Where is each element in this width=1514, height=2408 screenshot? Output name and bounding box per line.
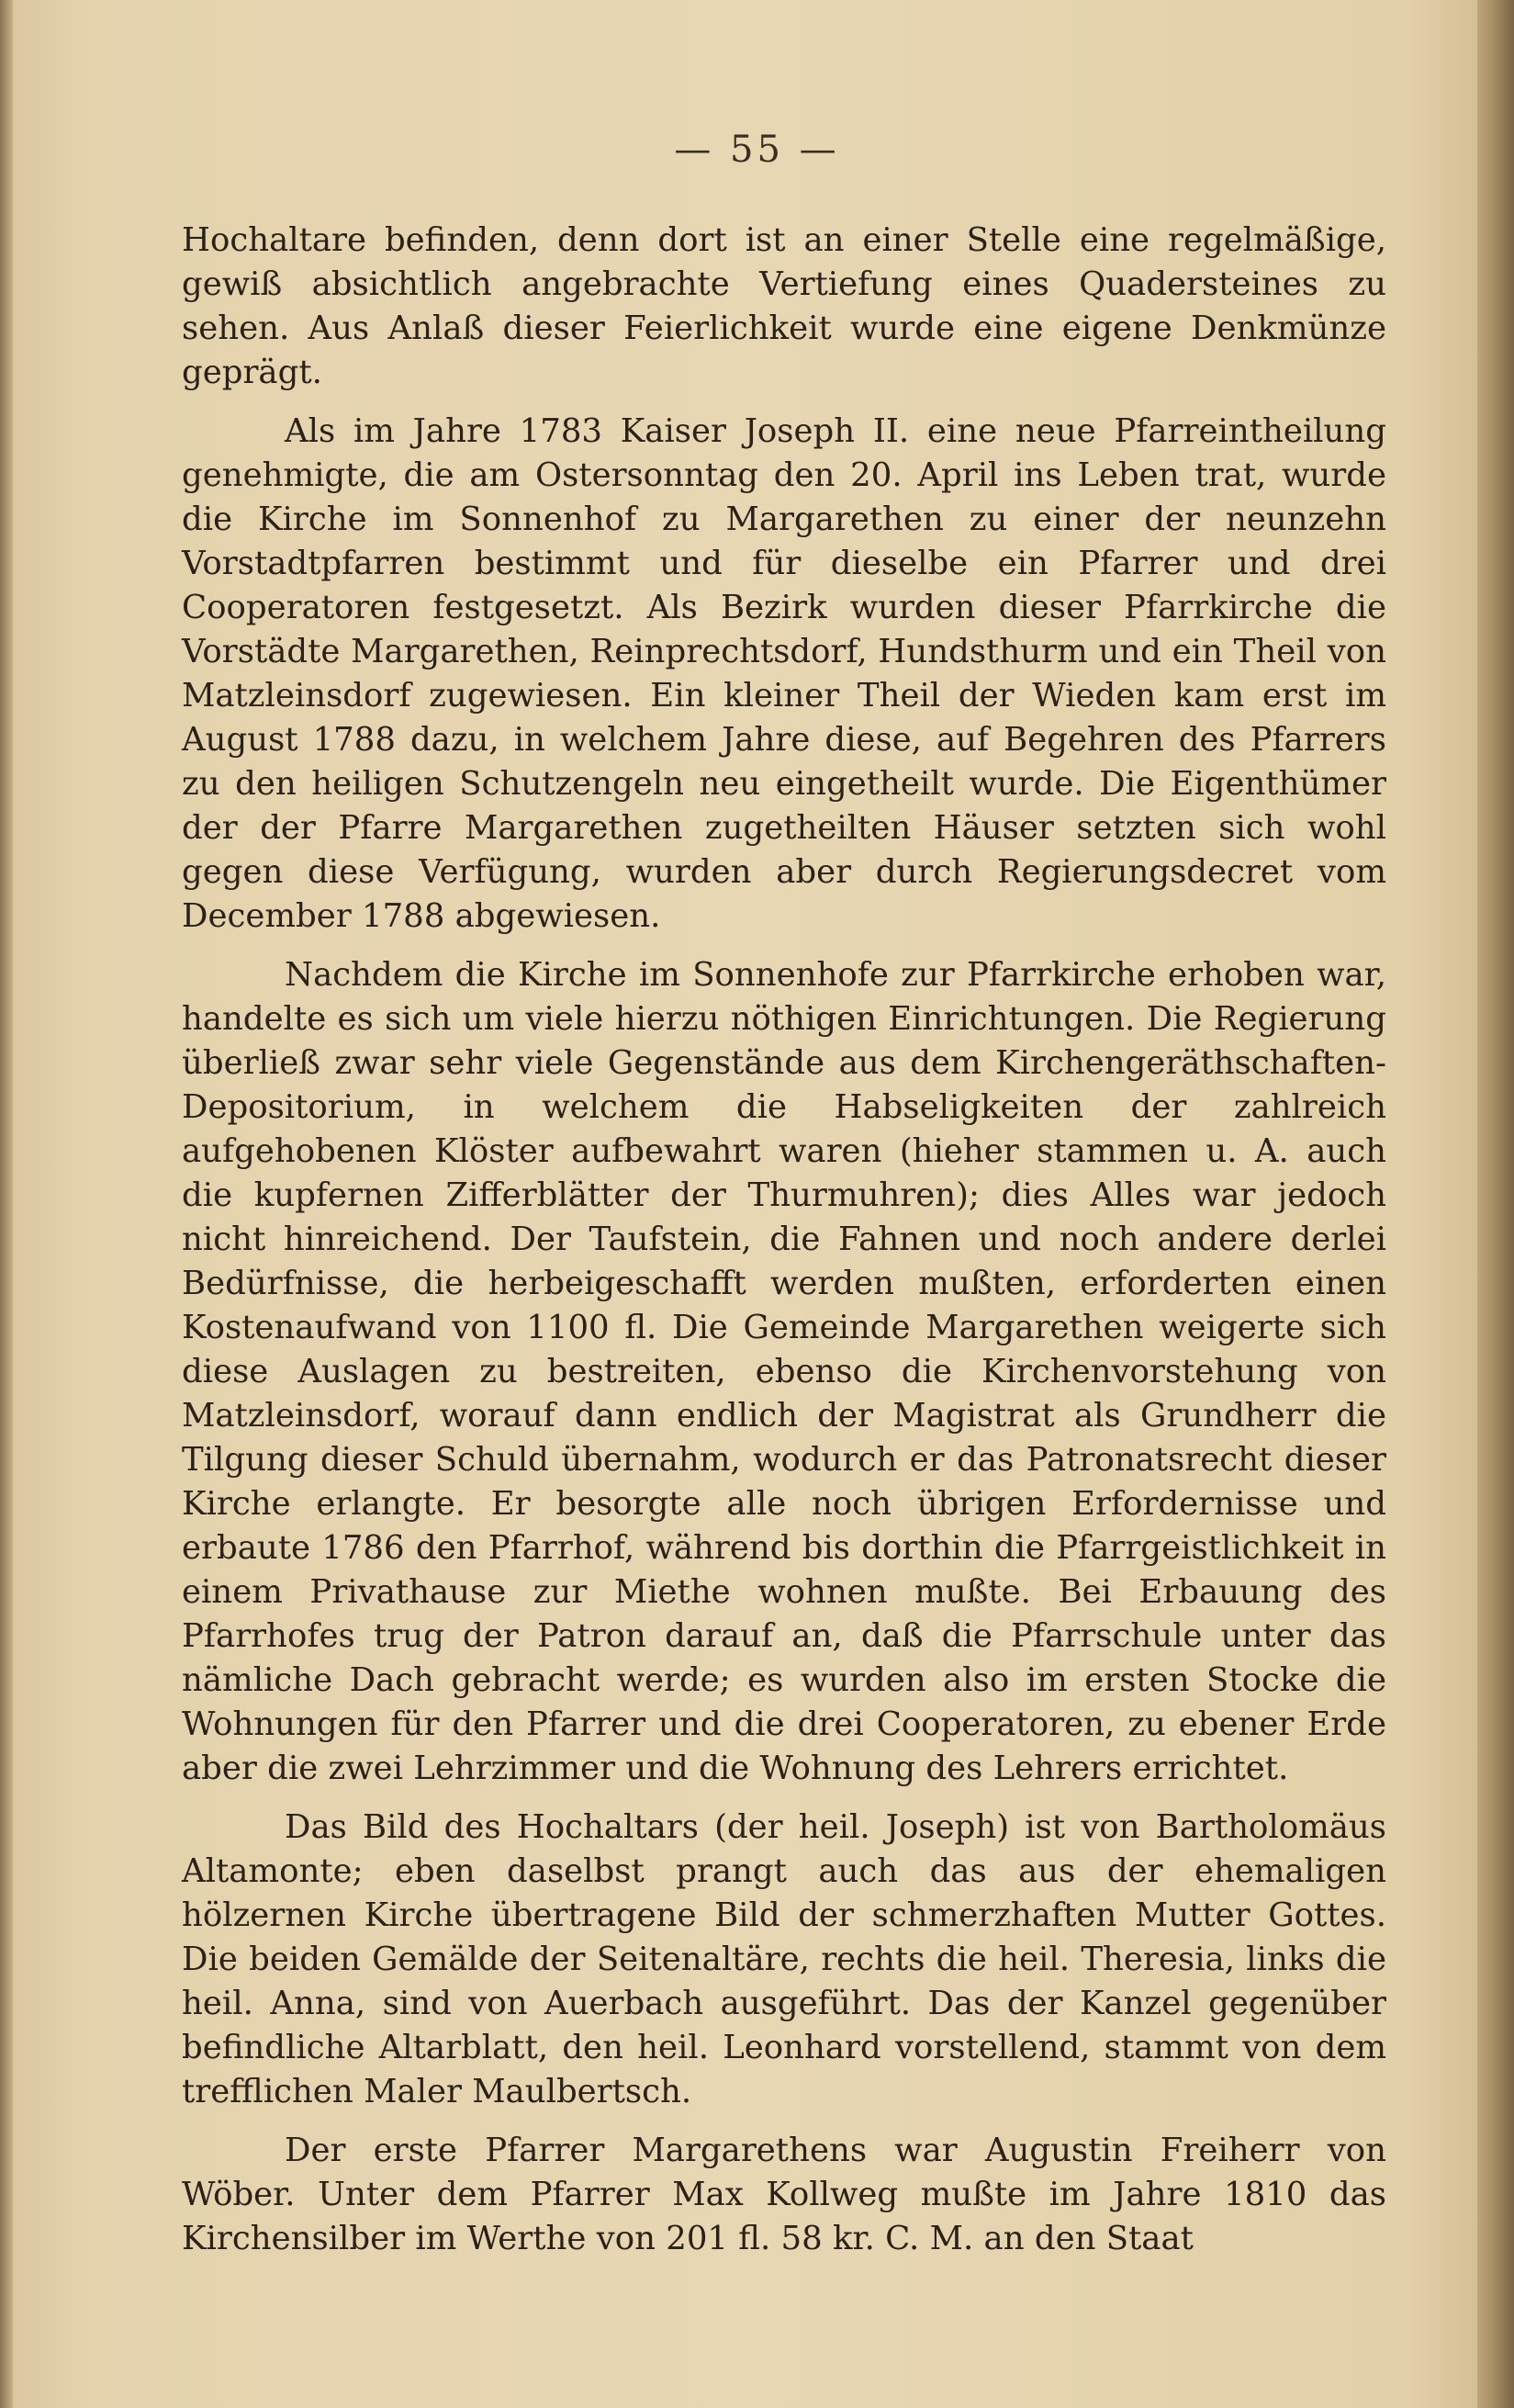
book-binding-edge — [1477, 0, 1514, 2408]
page-number: — 55 — — [674, 129, 840, 171]
body-text — [182, 219, 1386, 2276]
page-left-edge — [0, 0, 13, 2408]
paragraph-2: Als im Jahre 1783 Kaiser Joseph II. eine neue Pfarreintheilung genehmigte, die am Ostersonntag den 20. April ins Leben trat, wurde die Kirche im Sonnenhof zu Margarethen zu einer der neunzehn Vorstadtpfarren bestimmt und für dieselbe ein Pfarrer und drei Cooperatoren festgesetzt. Als Bezirk wurden dieser Pfarrkirche die Vorstädte Margarethen, Reinprechtsdorf, Hundsthurm und ein Theil von Matzleinsdorf zugewiesen. Ein kleiner Theil der Wieden kam erst im August 1788 dazu, in welchem Jahre diese, auf Begehren des Pfarrers zu den heiligen Schutzengeln neu eingetheilt wurde. Die Eigenthümer der der Pfarre Margarethen zugetheilten Häuser setzten sich wohl gegen diese Verfügung, wurden aber durch Regierungsdecret vom December 1788 abgewiesen. — [182, 412, 1386, 935]
paragraph-5: Der erste Pfarrer Margarethens war Augustin Freiherr von Wöber. Unter dem Pfarrer Max Kollweg mußte im Jahre 1810 das Kirchensilber im Werthe von 201 fl. 58 kr. C. M. an den Staat — [182, 2132, 1386, 2257]
paragraph-3: Nachdem die Kirche im Sonnenhofe zur Pfarrkirche erhoben war, handelte es sich um viele hierzu nöthigen Einrichtungen. Die Regierung überließ zwar sehr viele Gegenstände aus dem Kirchengeräthschaften-Depositorium, in welchem die Habseligkeiten der zahlreich aufgehobenen Klöster aufbewahrt waren (hieher stammen u. A. auch die kupfernen Zifferblätter der Thurmuhren); dies Alles war jedoch nicht hinreichend. Der Taufstein, die Fahnen und noch andere derlei Bedürfnisse, die herbeigeschafft werden mußten, erforderten einen Kostenaufwand von 1100 fl. Die Gemeinde Margarethen weigerte sich diese Auslagen zu bestreiten, ebenso die Kirchenvorstehung von Matzleinsdorf, worauf dann endlich der Magistrat als Grundherr die Tilgung dieser Schuld übernahm, wodurch er das Patronatsrecht dieser Kirche erlangte. Er besorgte alle noch übrigen Erfordernisse und erbaute 1786 den Pfarrhof, während bis dorthin die Pfarrgeistlichkeit in einem Privathause zur Miethe wohnen mußte. Bei Erbauung des Pfarrhofes trug der Patron darauf an, daß die Pfarrschule unter das nämliche Dach gebracht werde; es wurden also im ersten Stocke die Wohnungen für den Pfarrer und die drei Cooperatoren, zu ebener Erde aber die zwei Lehrzimmer und die Wohnung des Lehrers errichtet. — [182, 956, 1386, 1787]
paragraph-4: Das Bild des Hochaltars (der heil. Joseph) ist von Bartholomäus Altamonte; eben daselbst prangt auch das aus der ehemaligen hölzernen Kirche übertragene Bild der schmerzhaften Mutter Gottes. Die beiden Gemälde der Seitenaltäre, rechts die heil. Theresia, links die heil. Anna, sind von Auerbach ausgeführt. Das der Kanzel gegenüber befindliche Altarblatt, den heil. Leonhard vorstellend, stammt von dem trefflichen Maler Maulbertsch. — [182, 1808, 1386, 2110]
paragraph-1: Hochaltare befinden, denn dort ist an einer Stelle eine regelmäßige, gewiß absichtlich angebrachte Vertiefung eines Quadersteines zu sehen. Aus Anlaß dieser Feierlichkeit wurde eine eigene Denkmünze geprägt. — [182, 221, 1386, 391]
